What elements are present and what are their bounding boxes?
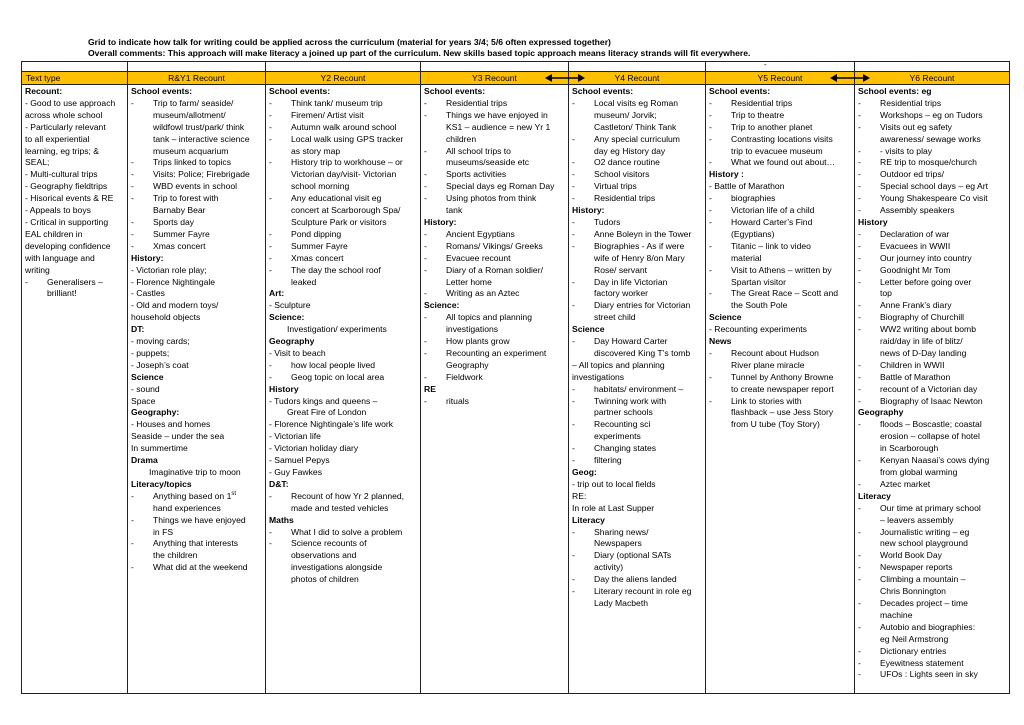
spacer-row [22,62,1010,72]
cell-line: - Any special curriculum [572,134,702,146]
cell-line: - recount of a Victorian day [858,384,1006,396]
cell-line: - What we found out about… [709,157,851,169]
section-heading: School events: [709,86,771,96]
cell-line: - Recounting sci [572,419,702,431]
cell-line: raid/day in life of blitz/ [880,336,963,347]
cell-line: - Florence Nightingale [131,276,216,287]
cell-line: - Victorian role play; [131,264,207,275]
cell-line: - Battle of Marathon [709,181,785,192]
cell-line: Newspapers [594,538,642,549]
cell-line: photos of children [291,574,359,585]
cell-line: - Biography of Isaac Newton [858,396,1006,408]
cell-line: - Summer Fayre [131,229,262,241]
cell-line: - Aztec market [858,479,1006,491]
cell-line: - Summer Fayre [269,241,417,253]
cell-line: - Residential trips [572,193,702,205]
section-heading: History: [131,252,164,263]
cell-line: - Autobio and biographies: [858,622,1006,634]
cell-line: school morning [291,181,350,192]
cell-line: wife of Henry 8/on Mary [594,252,685,263]
cell-line: household objects [131,312,201,323]
section-heading: School events: [424,86,486,96]
cell-line: tank [446,205,463,216]
cell-line: - Multi-cultural trips [25,169,98,180]
cell-line: - What did at the weekend [131,562,262,574]
section-heading: School events: [131,86,193,96]
section-heading: D&T: [269,478,289,489]
cell-line: - Appeals to boys [25,205,91,216]
section-heading: Drama [131,455,158,466]
cell-line: - Day in life Victorian [572,277,702,289]
cell-line: to all experiential [25,133,90,144]
cell-line: - Xmas concert [269,253,417,265]
cell-line: - Residential trips [858,98,1006,110]
cell-y2 [266,85,421,694]
section-heading: School events: eg [858,86,932,96]
cell-line: - Visit to Athens – written by [709,265,851,277]
cell-line: from U tube (Toy Story) [731,419,820,430]
cell-line: - Special school days – eg Art [858,181,1006,193]
cell-line: - Declaration of war [858,229,1006,241]
section-heading: Geography: [131,407,180,418]
cell-line: erosion – collapse of hotel [880,431,980,442]
cell-line: - biographies [709,193,851,205]
cell-line: - World Book Day [858,550,1006,562]
cell-line: brilliant! [47,288,77,299]
cell-line: - Ancient Egyptians [424,229,565,241]
cell-line: - Old and modern toys/ [131,300,219,311]
section-heading: Geography [858,407,904,418]
cell-line: - Literary recount in role eg [572,586,702,598]
cell-line: writing [25,264,50,275]
cell-line: across whole school [25,109,103,120]
cell-line: - School visitors [572,169,702,181]
cell-line: Castleton/ Think Tank [594,121,677,132]
cell-line: - Biographies - As if were [572,241,702,253]
cell-line: - Link to stories with [709,396,851,408]
cell-line: Great Fire of London [287,407,367,418]
section-heading: History : [709,169,744,180]
cell-line: partner schools [594,407,653,418]
cell-line: Geography [446,359,489,370]
cell-line: - Victorian holiday diary [269,443,359,454]
cell-line: - Particularly relevant [25,121,106,132]
cell-line: - Good to use approach [25,97,116,108]
cell-line: - Geography fieldtrips [25,181,108,192]
cell-line: - Kenyan Naasai’s cows dying [858,455,1006,467]
cell-line: - The Great Race – Scott and [709,288,851,300]
cell-line: Imaginative trip to moon [149,467,241,477]
cell-line: - Residential trips [424,98,565,110]
cell-line: - Twinning work with [572,396,702,408]
cell-line: - The day the school roof [269,265,417,277]
section-heading: Recount: [25,86,63,96]
cell-line: - Newspaper reports [858,562,1006,574]
cell-line: KS1 – audience = new Yr 1 [446,121,551,132]
cell-text-type [22,85,128,694]
cell-line: - Special days eg Roman Day [424,181,565,193]
cell-line: new school playground [880,538,968,549]
cell-line: Spartan visitor [731,276,786,287]
cell-line: - Sculpture [269,300,311,311]
section-heading: History [269,383,299,394]
cell-line: - Decades project – time [858,598,1006,610]
cell-line: - Our journey into country [858,253,1006,265]
cell-ry1 [128,85,266,694]
cell-line: - O2 dance routine [572,157,702,169]
cell-line: - moving cards; [131,336,190,347]
cell-line: - Xmas concert [131,241,262,253]
section-heading: School events: [269,86,331,96]
section-heading: History [858,216,888,227]
cell-line: - Workshops – eg on Tudors [858,110,1006,122]
cell-y4 [569,85,706,694]
cell-line: - Guy Fawkes [269,467,323,477]
cell-line: concert at Scarborough Spa/ [291,205,401,216]
cell-line: - Hisorical events & RE [25,193,114,204]
cell-line: trip to evacuee museum [731,145,823,156]
cell-line: - Sharing news/ [572,527,702,539]
cell-line: - Florence Nightingale’s life work [269,419,394,430]
cell-line: - Trip to farm/ seaside/ [131,98,262,110]
cell-line: - Battle of Marathon [858,372,1006,384]
cell-line: - History trip to workhouse – or [269,157,417,169]
cell-line: - habitats/ environment – [572,384,702,396]
cell-line: - All school trips to [424,146,565,158]
cell-line: children [446,133,477,144]
section-heading: News [709,336,732,347]
cell-line: museum/ Jorvik; [594,109,657,120]
cell-line: - WBD events in school [131,181,262,193]
section-heading: Science: [424,300,460,311]
cell-y5 [706,85,855,694]
cell-line: the children [153,550,198,561]
cell-line: - Tunnel by Anthony Browne [709,372,851,384]
cell-line: - WW2 writing about bomb [858,324,1006,336]
section-heading: Geog: [572,467,597,477]
cell-line: - Writing as an Aztec [424,288,565,300]
cell-line: Space [131,395,156,406]
content-row [22,85,1010,694]
cell-line: - Residential trips [709,98,851,110]
cell-line: - RE trip to mosque/church [858,157,1006,169]
cell-line: experiments [594,431,641,442]
cell-y6 [855,85,1010,694]
cell-line: - Local walk using GPS tracker [269,134,417,146]
cell-line: In summertime [131,443,188,454]
cell-line: hand experiences [153,502,221,513]
cell-line: Investigation/ experiments [287,324,387,335]
double-arrow-icon [545,73,585,83]
cell-line: - Anything based on 1st [131,491,262,503]
cell-line: wildfowl trust/park/ think [153,121,245,132]
cell-line: - Joseph’s coat [131,359,189,370]
section-heading: DT: [131,324,145,335]
cell-line: - Letter before going over [858,277,1006,289]
section-heading: Science [709,312,742,323]
cell-line: - How plants grow [424,336,565,348]
heading-line-2: Overall comments: This approach will make literacy a joined up part of the curriculum. New skills based topic approach means literacy strands will fit everywhere. [88,48,751,58]
cell-line: discovered King T’s tomb [594,347,691,358]
spacer-mark: - [764,60,767,69]
cell-line: - Romans/ Vikings/ Greeks [424,241,565,253]
cell-line: - Things we have enjoyed in [424,110,565,122]
cell-line: - Anything that interests [131,538,262,550]
section-heading: Geography [269,336,315,347]
cell-line: learning, eg trips; & [25,145,100,156]
cell-line: - Firemen/ Artist visit [269,110,417,122]
document-heading [88,37,750,59]
cell-line: - Goodnight Mr Tom [858,265,1006,277]
cell-line: - Diary of a Roman soldier/ [424,265,565,277]
cell-line: RE: [572,490,587,501]
cell-line: - Changing states [572,443,702,455]
cell-line: - Visits out eg safety [858,122,1006,134]
section-heading: RE [424,383,436,394]
section-heading: Art: [269,288,285,299]
cell-line: - Sports day [131,217,262,229]
section-heading: Science: [269,312,305,323]
cell-line: awareness/ sewage works [880,133,981,144]
cell-line: - Sports activities [424,169,565,181]
cell-line: the South Pole [731,300,788,311]
cell-line: - Local visits eg Roman [572,98,702,110]
cell-line: - Journalistic writing – eg [858,527,1006,539]
cell-line: news of D-Day landing [880,347,967,358]
cell-line: day eg History day [594,145,666,156]
cell-line: - Evacuee recount [424,253,565,265]
cell-line: with language and [25,252,95,263]
cell-line: - Victorian life of a child [709,205,851,217]
cell-line: as story map [291,145,341,156]
column-header-y5: Y5 Recount [706,72,855,85]
cell-line: - Trip to forest with [131,193,262,205]
cell-line: - Howard Carter’s Find [709,217,851,229]
cell-line: - Castles [131,288,165,299]
cell-line: - Eyewitness statement [858,658,1006,670]
cell-line: - Trips linked to topics [131,157,262,169]
cell-line: activity) [594,562,624,573]
cell-line: tank – interactive science [153,133,250,144]
recount-grid-table [21,61,1010,694]
cell-line: made and tested vehicles [291,502,389,513]
cell-line: - trip out to local fields [572,478,656,489]
cell-line: - Any educational visit eg [269,193,417,205]
cell-line: Rose/ servant [594,264,648,275]
cell-line: - how local people lived [269,360,417,372]
cell-line: - Trip to theatre [709,110,851,122]
cell-line: investigations alongside [291,562,383,573]
cell-line: factory worker [594,288,648,299]
cell-line: - Generalisers – [25,277,124,289]
cell-line: - Assembly speakers [858,205,1006,217]
cell-line: - puppets; [131,347,170,358]
cell-line: - Critical in supporting [25,216,109,227]
cell-line: - Pond dipping [269,229,417,241]
cell-line: - Anne Frank’s diary [858,300,1006,312]
cell-line: - Day Howard Carter [572,336,702,348]
cell-line: River plane miracle [731,359,805,370]
cell-line: - Children in WWII [858,360,1006,372]
cell-line: - What I did to solve a problem [269,527,417,539]
cell-line: top [880,288,892,299]
cell-line: - Recounting experiments [709,324,807,335]
cell-line: - floods – Boscastle; coastal [858,419,1006,431]
cell-line: - Fieldwork [424,372,565,384]
double-arrow-icon [830,73,870,83]
cell-y3 [421,85,569,694]
cell-line: In role at Last Supper [572,502,655,513]
cell-line: machine [880,609,913,620]
cell-line: - Climbing a mountain – [858,574,1006,586]
cell-line: flashback – use Jess Story [731,407,834,418]
cell-line: - Things we have enjoyed [131,515,262,527]
cell-line: developing confidence [25,240,111,251]
cell-line: investigations [446,324,499,335]
section-heading: History: [572,205,605,216]
cell-line: - Science recounts of [269,538,417,550]
section-heading: Science [131,371,164,382]
cell-line: - Trip to another planet [709,122,851,134]
cell-line: - Visit to beach [269,347,326,358]
cell-line: museum/allotment/ [153,109,226,120]
column-header-y3: Y3 Recount [421,72,569,85]
section-heading: School events: [572,86,634,96]
cell-line: - Think tank/ museum trip [269,98,417,110]
cell-line: - Outdoor ed trips/ [858,169,1006,181]
cell-line: - Diary entries for Victorian [572,300,702,312]
cell-line: in FS [153,526,174,537]
cell-line: eg Neil Armstrong [880,633,949,644]
column-header-y2: Y2 Recount [266,72,421,85]
section-heading: History: [424,216,457,227]
cell-line: - Young Shakespeare Co visit [858,193,1006,205]
cell-line: - - visits to play [858,146,1006,158]
cell-line: observations and [291,550,357,561]
column-header-ry1: R&Y1 Recount [128,72,266,85]
cell-line: - Anne Boleyn in the Tower [572,229,702,241]
cell-line: leaked [291,276,317,287]
cell-line: Chris Bonnington [880,586,946,597]
heading-line-1: Grid to indicate how talk for writing could be applied across the curriculum (material for years 3/4; 5/6 often expressed together) [88,37,611,47]
cell-line: SEAL; [25,157,50,168]
cell-line: Sculpture Park or visitors [291,216,387,227]
cell-line: - Dictionary entries [858,646,1006,658]
cell-line: - UFOs : Lights seen in sky [858,669,1006,681]
cell-line: - Biography of Churchill [858,312,1006,324]
cell-line: museums/seaside etc [446,157,530,168]
cell-line: street child [594,312,636,323]
cell-line: Letter home [446,276,492,287]
column-header-y4: Y4 Recount [569,72,706,85]
section-heading: Literacy [858,490,891,501]
cell-line: - Contrasting locations visits [709,134,851,146]
cell-line: - All topics and planning [424,312,565,324]
cell-line: - Recount about Hudson [709,348,851,360]
cell-line: - Tudors [572,217,702,229]
cell-line: (Egyptians) [731,228,775,239]
cell-line: - Titanic – link to video [709,241,851,253]
cell-line: - rituals [424,396,565,408]
cell-line: - Our time at primary school [858,503,1006,515]
cell-line: from global warming [880,467,958,477]
cell-line: - Geog topic on local area [269,372,417,384]
section-heading: Science [572,324,605,335]
cell-line: – leavers assembly [880,514,954,525]
cell-line: - Day the aliens landed [572,574,702,586]
cell-line: - Tudors kings and queens – [269,395,378,406]
cell-line: EAL children in [25,228,83,239]
cell-line: Lady Macbeth [594,597,648,608]
cell-line: - Virtual trips [572,181,702,193]
cell-line: Seaside – under the sea [131,431,225,442]
cell-line: investigations [572,371,625,382]
cell-line: to create newspaper report [731,383,834,394]
cell-line: - Diary (optional SATs [572,550,702,562]
section-heading: Literacy/topics [131,478,192,489]
cell-line: - Evacuees in WWII [858,241,1006,253]
cell-line: - Autumn walk around school [269,122,417,134]
cell-line: - filtering [572,455,702,467]
cell-line: - sound [131,383,160,394]
cell-line: in Scarborough [880,443,939,454]
cell-line: Barnaby Bear [153,205,206,216]
cell-line: material [731,252,762,263]
section-heading: Maths [269,514,294,525]
cell-line: - Recounting an experiment [424,348,565,360]
cell-line: - Houses and homes [131,419,211,430]
cell-line: - Samuel Pepys [269,455,330,466]
column-header-y6: Y6 Recount [855,72,1010,85]
section-heading: Literacy [572,514,605,525]
cell-line: Victorian day/visit- Victorian [291,169,397,180]
cell-line: museum acquarium [153,145,229,156]
cell-line: - Visits: Police; Firebrigade [131,169,262,181]
cell-line: - Recount of how Yr 2 planned, [269,491,417,503]
cell-line: - Using photos from think [424,193,565,205]
cell-line: – All topics and planning [572,359,665,370]
cell-line: - Victorian life [269,431,321,442]
column-header-text-type: Text type [22,72,128,85]
